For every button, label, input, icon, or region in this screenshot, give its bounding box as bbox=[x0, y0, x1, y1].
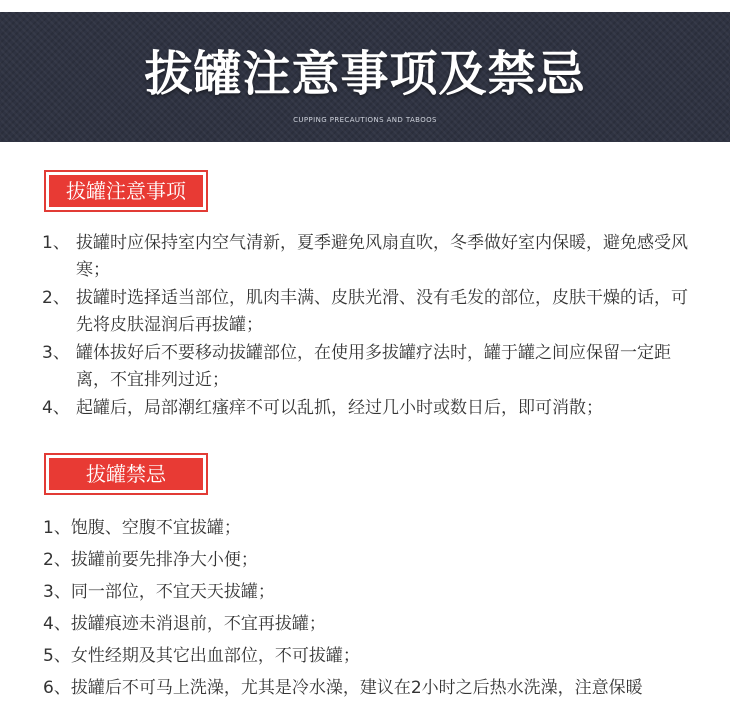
list-item bbox=[0, 576, 730, 608]
item-number: 2、 bbox=[43, 550, 71, 570]
list-item bbox=[0, 340, 730, 393]
precautions-list bbox=[0, 230, 730, 424]
list-item bbox=[0, 230, 730, 283]
list-item bbox=[0, 512, 730, 544]
item-text: 拔罐时应保持室内空气清新，夏季避免风扇直吹，冬季做好室内保暖，避免感受风寒； bbox=[76, 233, 688, 280]
item-number: 3、 bbox=[43, 582, 71, 602]
item-text: 起罐后，局部潮红瘙痒不可以乱抓，经过几小时或数日后，即可消散； bbox=[76, 398, 603, 418]
list-item bbox=[0, 395, 730, 422]
item-number: 3、 bbox=[42, 343, 70, 363]
list-item bbox=[0, 544, 730, 576]
list-item bbox=[0, 672, 730, 704]
section-heading-precautions bbox=[44, 170, 208, 212]
item-number: 1、 bbox=[42, 233, 70, 253]
item-number: 6、 bbox=[43, 678, 71, 698]
page-title: 拔罐注意事项及禁忌 bbox=[144, 46, 586, 102]
item-number: 4、 bbox=[42, 398, 70, 418]
item-number: 5、 bbox=[43, 646, 71, 666]
item-text: 饱腹、空腹不宜拔罐； bbox=[70, 518, 241, 538]
section-heading-label: 拔罐禁忌 bbox=[49, 458, 203, 490]
page-subtitle: CUPPING PRECAUTIONS AND TABOOS bbox=[293, 116, 437, 124]
item-text: 罐体拔好后不要移动拔罐部位，在使用多拔罐疗法时，罐于罐之间应保留一定距离，不宜排列过近； bbox=[76, 343, 671, 390]
item-text: 拔罐前要先排净大小便； bbox=[70, 550, 258, 570]
section-heading-label: 拔罐注意事项 bbox=[49, 175, 203, 207]
list-item bbox=[0, 640, 730, 672]
item-text: 女性经期及其它出血部位，不可拔罐； bbox=[70, 646, 360, 666]
list-item bbox=[0, 285, 730, 338]
item-text: 拔罐痕迹未消退前，不宜再拔罐； bbox=[70, 614, 326, 634]
item-number: 2、 bbox=[42, 288, 70, 308]
taboos-list bbox=[0, 512, 730, 704]
list-item bbox=[0, 608, 730, 640]
item-text: 拔罐后不可马上洗澡，尤其是冷水澡，建议在2小时之后热水洗澡，注意保暖 bbox=[70, 678, 643, 698]
item-number: 1、 bbox=[43, 518, 71, 538]
section-heading-taboos bbox=[44, 453, 208, 495]
item-number: 4、 bbox=[43, 614, 71, 634]
header-banner bbox=[0, 12, 730, 142]
item-text: 同一部位，不宜天天拔罐； bbox=[70, 582, 275, 602]
item-text: 拔罐时选择适当部位，肌肉丰满、皮肤光滑、没有毛发的部位，皮肤干燥的话，可先将皮肤湿润后再拔罐； bbox=[76, 288, 688, 335]
